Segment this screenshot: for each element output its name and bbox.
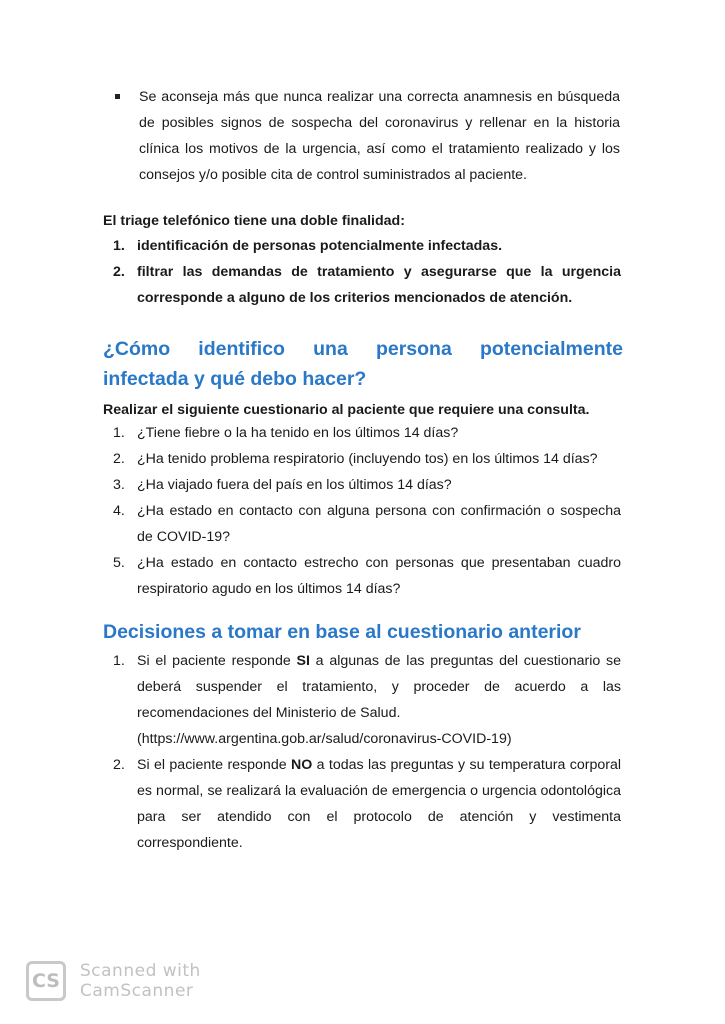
list-number: 3. — [113, 477, 125, 493]
list-item — [103, 420, 621, 446]
watermark-line: Scanned with — [80, 961, 201, 981]
list-number: 1. — [113, 238, 125, 254]
square-bullet-icon — [115, 94, 120, 99]
text: Si el paciente responde — [137, 757, 291, 773]
text: a todas las preguntas y su temperatura corporal es normal, se realizará la evaluación de emergencia o urgencia odontológica para ser atendido con el protocolo de atención y vestimenta correspondiente. — [137, 757, 621, 851]
list-item — [103, 472, 621, 498]
list-number: 5. — [113, 555, 125, 571]
questionnaire-intro: Realizar el siguiente cuestionario al paciente que requiere una consulta. — [103, 402, 590, 418]
list-number: 2. — [113, 264, 125, 280]
list-number: 2. — [113, 757, 125, 773]
list-text — [137, 752, 621, 856]
text: a algunas de las preguntas del cuestionario se deberá suspender el tratamiento, y proceder de acuerdo a las recomendaciones del Ministerio de Salud. — [137, 653, 621, 721]
list-item — [103, 550, 621, 602]
list-text: ¿Ha viajado fuera del país en los últimos 14 días? — [137, 477, 452, 493]
bullet-text: Se aconseja más que nunca realizar una correcta anamnesis en búsqueda de posibles signos de sospecha del coronavirus y rellenar en la historia clínica los motivos de la urgencia, así como el tratamiento realizado y los consejos y/o posible cita de control suministrados al paciente. — [139, 89, 620, 183]
list-text: ¿Ha estado en contacto con alguna persona con confirmación o sospecha de COVID-19? — [137, 503, 621, 545]
list-item — [103, 752, 621, 856]
watermark-line: CamScanner — [80, 981, 194, 1001]
list-number: 4. — [113, 503, 125, 519]
bullet-paragraph — [105, 84, 620, 188]
list-text: identificación de personas potencialmente infectadas. — [137, 238, 503, 254]
list-number: 1. — [113, 653, 125, 669]
list-item — [103, 259, 621, 311]
camscanner-watermark — [26, 961, 201, 1001]
emphasis: SI — [296, 653, 310, 669]
text: Si el paciente responde — [137, 653, 297, 669]
list-item — [103, 233, 621, 259]
list-text: filtrar las demandas de tratamiento y asegurarse que la urgencia corresponde a alguno de los criterios mencionados de atención. — [137, 264, 621, 306]
ministry-link[interactable]: (https://www.argentina.gob.ar/salud/coronavirus-COVID-19) — [137, 731, 512, 747]
section-heading: ¿Cómo identifico una persona potencialmente infectada y qué debo hacer? — [103, 338, 623, 390]
questionnaire-list — [103, 420, 621, 602]
decisions-list — [103, 648, 621, 856]
list-text: ¿Tiene fiebre o la ha tenido en los últimos 14 días? — [137, 425, 459, 441]
emphasis: NO — [291, 757, 313, 773]
triage-list — [103, 233, 621, 311]
list-text: ¿Ha tenido problema respiratorio (incluyendo tos) en los últimos 14 días? — [137, 451, 598, 467]
watermark-text — [80, 961, 201, 1001]
list-item — [103, 498, 621, 550]
list-text — [137, 648, 621, 726]
section-heading: Decisiones a tomar en base al cuestionario anterior — [103, 621, 581, 643]
triage-title: El triage telefónico tiene una doble finalidad: — [103, 213, 405, 229]
list-number: 1. — [113, 425, 125, 441]
camscanner-logo-icon: CS — [26, 961, 66, 1001]
list-item — [103, 446, 621, 472]
list-text: ¿Ha estado en contacto estrecho con personas que presentaban cuadro respiratorio agudo en los últimos 14 días? — [137, 555, 621, 597]
list-item — [103, 648, 621, 752]
list-number: 2. — [113, 451, 125, 467]
